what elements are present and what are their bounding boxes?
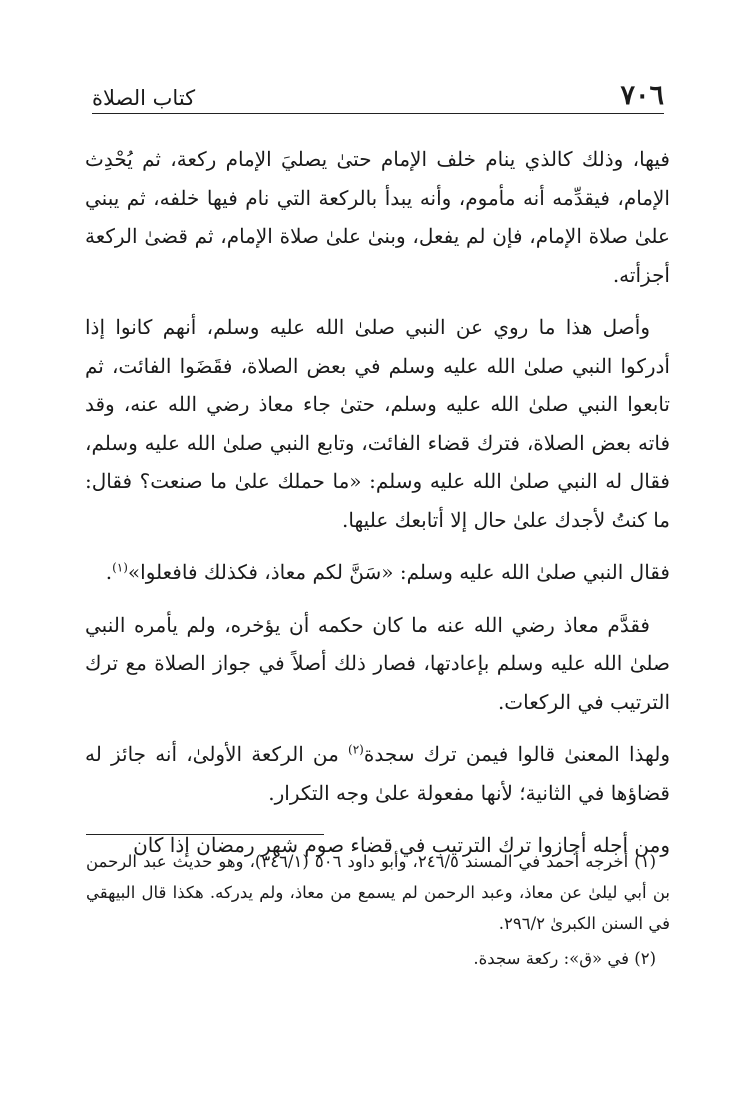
- main-text: [85, 140, 670, 879]
- paragraph-1: فيها، وذلك كالذي ينام خلف الإمام حتىٰ يصليَ الإمام ركعة، ثم يُحْدِث الإمام، فيقدِّمه أنه مأموم، وأنه يبدأ بالركعة التي نام فيها خلفه، ثم يبني علىٰ صلاة الإمام، فإن لم يفعل، وبنىٰ علىٰ صلاة الإمام، ثم قضىٰ الركعة أجزأته.: [85, 147, 670, 287]
- paragraph-6: ومن أجله أجازوا ترك الترتيب في قضاء صوم شهر رمضان إذا كان: [133, 833, 670, 857]
- paragraph-3-end: .: [105, 560, 113, 584]
- footnote-1: (١) أخرجه أحمد في المسند ٢٤٦/٥، وأبو داود ٥٠٦ (٣٤٦/١)، وهو حديث عبد الرحمن بن أبي ليلىٰ عن معاذ، وعبد الرحمن لم يسمع من معاذ، ولم يدركه. هكذا قال البيهقي في السنن الكبرىٰ ٢٩٦/٢.: [86, 852, 670, 933]
- footnote-ref-2[interactable]: (٢): [348, 742, 364, 757]
- paragraph-2: وأصل هذا ما روي عن النبي صلىٰ الله عليه وسلم، أنهم كانوا إذا أدركوا النبي صلىٰ الله عليه وسلم في بعض الصلاة، فقَضَوا الفائت، ثم تابعوا النبي صلىٰ الله عليه وسلم، حتىٰ جاء معاذ رضي الله عنه، وقد فاته بعض الصلاة، فترك قضاء الفائت، وتابع النبي صلىٰ الله عليه وسلم، فقال له النبي صلىٰ الله عليه وسلم: «ما حملك علىٰ ما صنعت؟ فقال: ما كنتُ لأجدك علىٰ حال إلا أتابعك عليها.: [85, 315, 670, 532]
- paragraph-3: [85, 553, 670, 592]
- page-number: ٧٠٦: [620, 80, 664, 111]
- chapter-title: كتاب الصلاة: [92, 86, 196, 110]
- footnote-2: (٢) في «ق»: ركعة سجدة.: [473, 949, 656, 968]
- paragraph-5: [85, 735, 670, 812]
- paragraph-3-text: فقال النبي صلىٰ الله عليه وسلم: «سَنَّ لكم معاذ، فكذلك فافعلوا»: [127, 560, 670, 584]
- page-header: [92, 80, 664, 114]
- paragraph-5-text-b: من الركعة الأولىٰ، أنه جائز له قضاؤها في الثانية؛ لأنها مفعولة علىٰ وجه التكرار.: [85, 742, 670, 805]
- paragraph-5-text-a: ولهذا المعنىٰ قالوا فيمن ترك سجدة: [363, 742, 670, 766]
- footnote-divider: [86, 834, 324, 835]
- footnote-ref-1[interactable]: (١): [112, 560, 128, 575]
- paragraph-4: فقدَّم معاذ رضي الله عنه ما كان حكمه أن يؤخره، ولم يأمره النبي صلىٰ الله عليه وسلم بإعادتها، فصار ذلك أصلاً في جواز الصلاة مع ترك الترتيب في الركعات.: [85, 612, 670, 714]
- footnotes: [86, 846, 670, 978]
